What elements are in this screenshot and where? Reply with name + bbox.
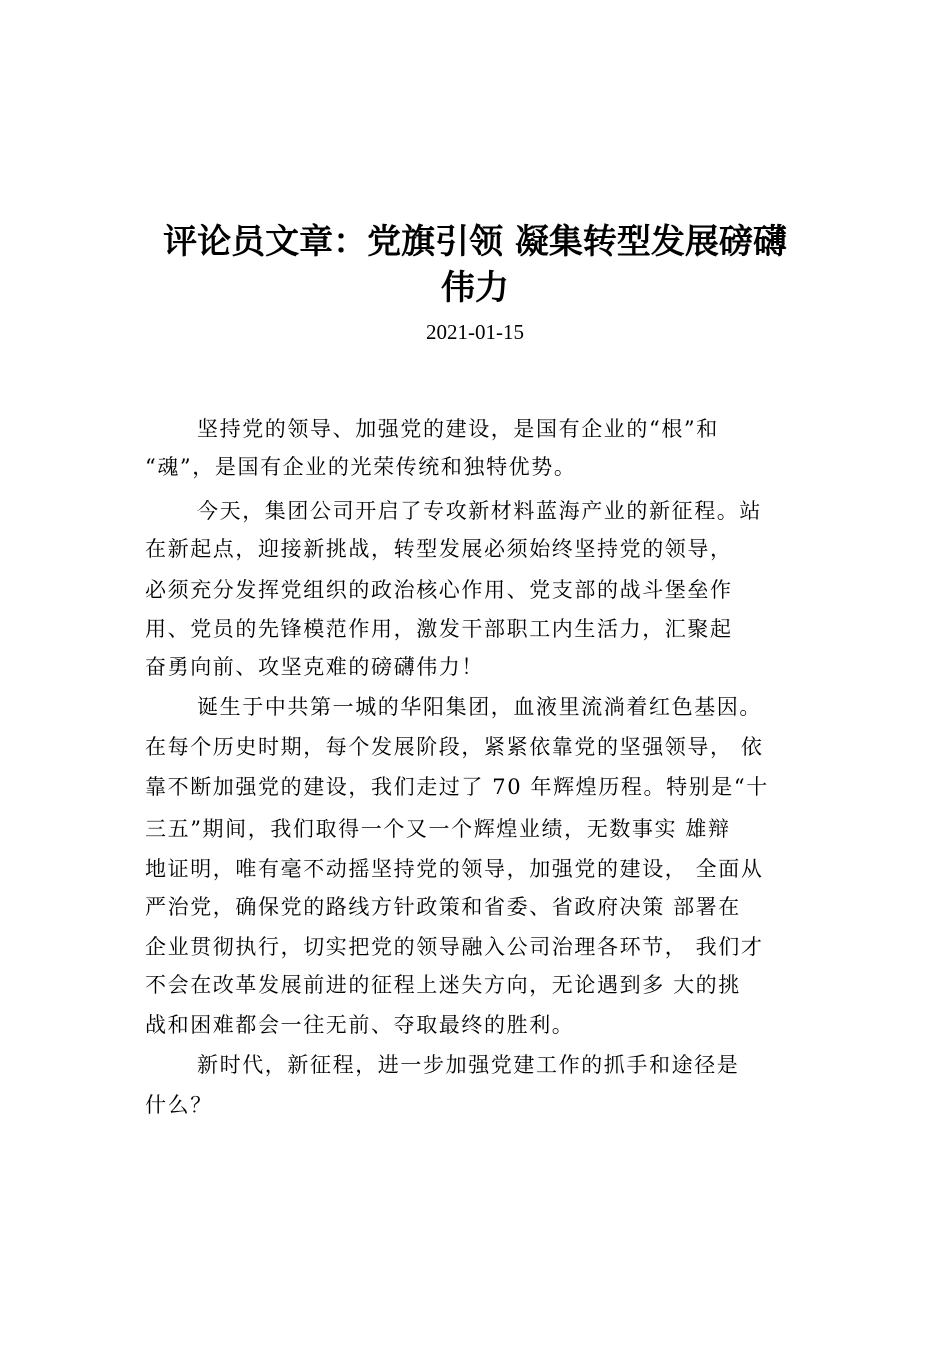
article-title-line-2: 伟力: [441, 268, 509, 308]
paragraph-2-line-2: 在新起点，迎接新挑战，转型发展必须始终坚持党的领导，: [145, 537, 733, 561]
paragraph-2-line-3: 必须充分发挥党组织的政治核心作用、党支部的战斗堡垒作: [145, 578, 733, 602]
article-title-line-1: 评论员文章：党旗引领 凝集转型发展磅礴: [163, 222, 787, 262]
paragraph-4-line-1: 新时代，新征程，进一步加强党建工作的抓手和途径是: [197, 1053, 740, 1077]
paragraph-2-line-1: 今天，集团公司开启了专攻新材料蓝海产业的新征程。站: [197, 499, 762, 523]
paragraph-4-line-2: 什么？: [145, 1093, 213, 1117]
paragraph-3-line-3: 靠不断加强党的建设，我们走过了 70 年辉煌历程。特别是“十: [145, 775, 769, 799]
paragraph-3-line-5: 地证明，唯有毫不动摇坚持党的领导，加强党的建设， 全面从: [145, 857, 764, 881]
paragraph-2-line-5: 奋勇向前、攻坚克难的磅礴伟力！: [145, 655, 484, 679]
paragraph-3-line-6: 严治党，确保党的路线方针政策和省委、省政府决策 部署在: [145, 895, 741, 919]
paragraph-1-line-2: “魂”，是国有企业的光荣传统和独特优势。: [145, 455, 577, 479]
paragraph-3-line-8: 不会在改革发展前进的征程上迷失方向，无论遇到多 大的挑: [145, 973, 741, 997]
paragraph-1-line-1: 坚持党的领导、加强党的建设，是国有企业的“根”和: [197, 417, 719, 441]
paragraph-2-line-4: 用、党员的先锋模范作用，激发干部职工内生活力，汇聚起: [145, 617, 733, 641]
paragraph-3-line-4: 三五”期间，我们取得一个又一个辉煌业绩，无数事实 雄辩: [145, 817, 731, 841]
paragraph-3-line-7: 企业贯彻执行，切实把党的领导融入公司治理各环节， 我们才: [145, 935, 764, 959]
article-date: 2021-01-15: [426, 320, 524, 344]
paragraph-3-line-1: 诞生于中共第一城的华阳集团，血液里流淌着红色基因。: [197, 695, 762, 719]
paragraph-3-line-2: 在每个历史时期，每个发展阶段，紧紧依靠党的坚强领导， 依: [145, 735, 764, 759]
paragraph-3-line-9: 战和困难都会一往无前、夺取最终的胜利。: [145, 1013, 575, 1037]
